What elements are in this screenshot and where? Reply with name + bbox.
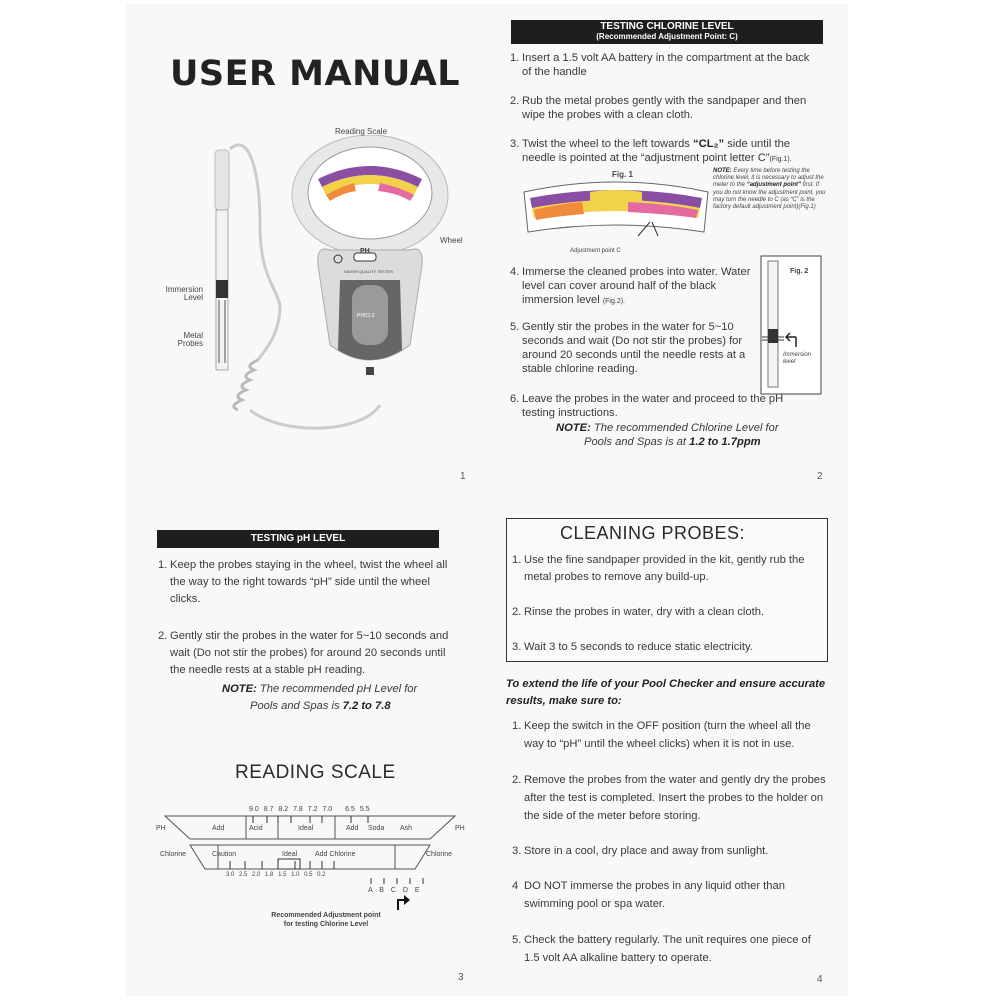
ph-zone: Add: [212, 825, 225, 832]
tip-4: [512, 877, 812, 913]
tip-3: [512, 842, 826, 860]
ph-tick: 5.5: [359, 806, 370, 813]
wheel-label: Wheel: [440, 236, 463, 245]
step-text: Leave the probes in the water and proceed to the pH testing instructions.: [522, 393, 784, 419]
ph-zone: Soda: [368, 825, 385, 832]
ph-step-2: [158, 628, 463, 679]
ph-tick: 7.8: [293, 806, 303, 813]
step-number: 2.: [512, 606, 522, 618]
page-number-1: 1: [460, 471, 466, 482]
fig1-label: Fig. 1: [612, 170, 633, 179]
chlorine-header-title: TESTING CHLORINE LEVEL: [600, 21, 734, 32]
letter-a: A: [368, 887, 373, 894]
note-value: 1.2 to 1.7ppm: [689, 436, 761, 448]
reading-scale-label: Reading Scale: [335, 127, 388, 136]
step-ref: (Fig.1).: [769, 156, 792, 163]
chlorine-step-2: [510, 94, 810, 122]
fig1-note-text: first. If you do not know the adjustment point, you may turn the needle to C (as “C” is the factory default adjustment point)(Fig.1): [713, 182, 826, 211]
step-number: 1.: [512, 554, 522, 566]
fig1-note-text: Every time before testing the chlorine level, it is necessary to adjust the meter to the: [713, 168, 824, 189]
fig1-note: [713, 168, 828, 211]
page-number-3: 3: [458, 972, 464, 983]
step-text: Remove the probes from the water and gently dry the probes after the test is completed. Insert the probes to the holder on the side of the meter before storing.: [524, 774, 826, 822]
page-title: USER MANUAL: [170, 54, 461, 94]
extend-life-intro: To extend the life of your Pool Checker and ensure accurate results, make sure to:: [506, 678, 826, 707]
fig2-probe-diagram: [760, 255, 822, 395]
chlorine-zone: Caution: [212, 851, 237, 858]
step-number: 3.: [512, 845, 522, 857]
chlorine-step-6: [510, 392, 815, 420]
ph-note: [222, 681, 462, 715]
device-brand: WATER QUALITY TESTER: [344, 269, 393, 274]
step-text: Gently stir the probes in the water for 5~10 seconds and wait (Do not stir the probes) for around 20 seconds until the needle rests at a stable chlorine reading.: [522, 321, 746, 375]
chlorine-tick: 1.5: [278, 872, 287, 878]
step-number: 4: [512, 880, 519, 892]
cleaning-step-3: [512, 639, 822, 656]
cleaning-step-2: [512, 604, 822, 621]
chlorine-header: [511, 20, 823, 44]
scale-chlorine-right: Chlorine: [426, 851, 453, 858]
immersion-level-label: Immersion Level: [165, 285, 203, 302]
step-text: Keep the switch in the OFF position (turn the wheel all the way to “pH” until the wheel clicks) when it is not in use.: [524, 720, 811, 750]
ph-tick-labels: [249, 806, 370, 814]
caption-line: for testing Chlorine Level: [283, 921, 369, 928]
fig1-scale-diagram: [518, 178, 714, 240]
step-number: 6.: [510, 393, 520, 405]
ph-zone: Add: [346, 825, 359, 832]
step-number: 5.: [512, 934, 522, 946]
ph-tick: 7.2: [307, 806, 318, 813]
reading-scale-diagram: [160, 815, 460, 875]
step-text: Insert a 1.5 volt AA battery in the compartment at the back of the handle: [522, 52, 810, 78]
step-number: 4.: [510, 266, 520, 278]
note-value: 7.2 to 7.8: [342, 700, 391, 712]
chlorine-tick: 0.5: [304, 872, 313, 878]
letter-d: D: [402, 887, 408, 894]
step-number: 1.: [158, 559, 168, 571]
chlorine-zone: Add Chlorine: [315, 851, 356, 858]
step-number: 1.: [512, 720, 522, 732]
metal-probes-label: Metal Probes: [177, 331, 203, 348]
page-number-2: 2: [817, 471, 823, 482]
ph-tick: 7.0: [322, 806, 333, 813]
adjustment-letters-diagram: [368, 878, 438, 914]
step-number: 5.: [510, 321, 520, 333]
chlorine-step-4: [510, 265, 760, 309]
step-text-bold: “CL₂”: [693, 138, 725, 150]
note-text: The recommended Chlorine Level for: [593, 422, 779, 434]
fig2-immersion-label: Immersion level: [783, 352, 812, 365]
note-label: NOTE:: [222, 683, 257, 695]
step-text: Rub the metal probes gently with the sandpaper and then wipe the probes with a clean cloth.: [522, 95, 807, 121]
ph-tick: 6.5: [345, 806, 355, 813]
note-label: NOTE:: [556, 422, 591, 434]
step-text: Store in a cool, dry place and away from sunlight.: [524, 845, 769, 857]
ph-tick: 8.7: [263, 806, 274, 813]
letter-e: E: [414, 887, 420, 894]
chlorine-tick: 0.2: [317, 872, 326, 878]
step-text: Immerse the cleaned probes into water. Water level can cover around half of the black immersion level: [522, 266, 751, 306]
ph-tick: 9.0: [249, 806, 259, 813]
scale-ph-left: PH: [156, 825, 166, 832]
chlorine-step-3: [510, 137, 820, 167]
ph-zone: Acid: [249, 825, 263, 832]
step-text: Use the fine sandpaper provided in the kit, gently rub the metal probes to remove any build-up.: [524, 554, 805, 583]
chlorine-tick-labels: [226, 871, 325, 879]
chlorine-header-subtitle: (Recommended Adjustment Point: C): [596, 32, 738, 41]
step-text: side until the needle is pointed at the “adjustment point letter C”: [522, 138, 791, 164]
device-ph-label: PH: [360, 248, 370, 255]
step-number: 3.: [510, 138, 520, 150]
recommended-adjustment-caption: [256, 911, 396, 929]
fig1-note-label: NOTE:: [713, 168, 732, 174]
fig1-adjustment-label: Adjustment point C: [570, 248, 621, 254]
step-ref: (Fig.2).: [602, 298, 625, 305]
chlorine-zone: Ideal: [282, 851, 298, 858]
tip-2: [512, 771, 828, 825]
letter-c: C: [390, 887, 396, 894]
chlorine-tick: 1.8: [265, 872, 274, 878]
scale-ph-right: PH: [455, 825, 465, 832]
step-text: DO NOT immerse the probes in any liquid other than swimming pool or spa water.: [524, 880, 785, 910]
step-text: Gently stir the probes in the water for 5~10 seconds and wait (Do not stir the probes) for around 20 seconds until the needle rests at a stable pH reading.: [170, 630, 449, 676]
fig2-label: Fig. 2: [790, 268, 809, 275]
adjustment-letters: [368, 887, 420, 895]
chlorine-step-5: [510, 320, 760, 376]
chlorine-tick: 2.0: [252, 872, 261, 878]
ph-tick: 8.2: [278, 806, 289, 813]
step-number: 2.: [158, 630, 168, 642]
page-number-4: 4: [817, 974, 823, 985]
chlorine-tick: 3.0: [226, 872, 235, 878]
step-number: 3.: [512, 641, 522, 653]
chlorine-note: [556, 421, 816, 449]
chlorine-tick: 2.5: [239, 872, 248, 878]
ph-header: TESTING pH LEVEL: [157, 530, 439, 548]
step-text: Check the battery regularly. The unit requires one piece of 1.5 volt AA alkaline battery to operate.: [524, 934, 811, 964]
fig1-note-bold: “adjustment point”: [746, 182, 802, 189]
step-number: 2.: [512, 774, 522, 786]
device-button-label: PH/CL2: [357, 313, 375, 319]
step-text: Twist the wheel to the left towards: [522, 138, 694, 150]
note-text: Pools and Spas is at: [584, 436, 690, 448]
chlorine-tick: 1.0: [291, 872, 300, 878]
reading-scale-title: READING SCALE: [235, 762, 396, 783]
tip-5: [512, 931, 822, 967]
step-number: 1.: [510, 52, 520, 64]
caption-line: Recommended Adjustment point: [271, 912, 381, 919]
scale-chlorine-left: Chlorine: [160, 851, 187, 858]
step-text: Keep the probes staying in the wheel, twist the wheel all the way to the right towards “pH” side until the wheel clicks.: [170, 559, 448, 605]
step-text: Wait 3 to 5 seconds to reduce static electricity.: [524, 641, 753, 653]
ph-step-1: [158, 557, 463, 608]
step-number: 2.: [510, 95, 520, 107]
cleaning-title: CLEANING PROBES:: [560, 523, 746, 543]
note-text: The recommended pH Level for: [259, 683, 418, 695]
chlorine-step-1: [510, 51, 810, 79]
letter-b: B: [379, 887, 384, 894]
tip-1: [512, 717, 826, 753]
ph-zone: Ash: [400, 825, 413, 832]
ph-zone: Ideal: [298, 825, 314, 832]
cleaning-step-1: [512, 552, 822, 586]
note-text: Pools and Spas is: [250, 700, 343, 712]
step-text: Rinse the probes in water, dry with a clean cloth.: [524, 606, 765, 618]
